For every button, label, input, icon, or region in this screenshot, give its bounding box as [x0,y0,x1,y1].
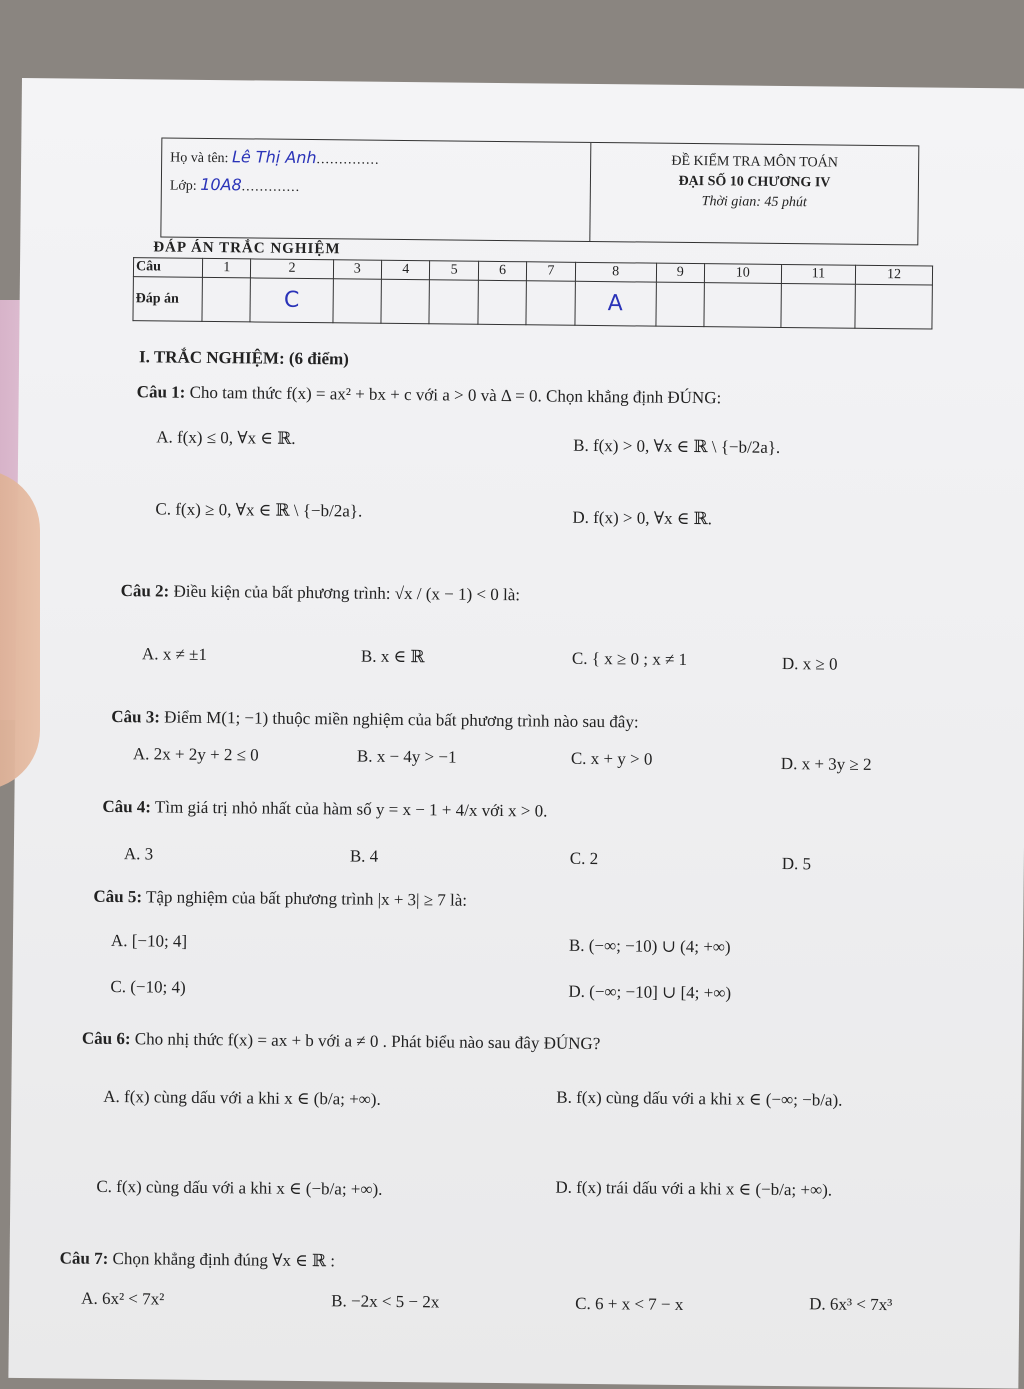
answer-value-cell[interactable] [526,281,575,326]
question-6: Câu 6: Cho nhị thức f(x) = ax + b với a ≠ 0 . Phát biểu nào sau đây ĐÚNG? [81,1028,601,1054]
answer-value-cell[interactable] [202,277,251,322]
q4-option-a: A. 3 [123,844,154,864]
q2-option-b: B. x ∈ ℝ [360,646,425,667]
student-info [161,138,591,240]
answer-number-cell: 2 [251,259,333,279]
q5-option-d: D. (−∞; −10] ∪ [4; +∞) [568,981,732,1003]
q7-option-a: A. 6x² < 7x² [81,1288,165,1309]
answer-value-cell[interactable] [429,280,478,325]
answer-number-cell: 4 [381,260,430,280]
class-value: 10A8 [200,174,242,195]
exam-info [590,143,918,244]
q4-option-c: C. 2 [569,848,599,869]
q2-option-a: A. x ≠ ±1 [141,644,208,664]
answer-label-cell: Đáp án [133,277,202,322]
q3-option-b: B. x − 4y > −1 [356,746,457,767]
exam-subtitle: ĐẠI SỐ 10 CHƯƠNG IV [678,173,831,191]
q5-option-a: A. [−10; 4] [110,930,188,951]
answer-number-cell: 9 [656,263,705,283]
question-5: Câu 5: Tập nghiệm của bất phương trình |x + 3| ≥ 7 là: [93,886,468,910]
answer-value-cell[interactable] [704,283,781,328]
q5-option-b: B. (−∞; −10) ∪ (4; +∞) [568,935,731,957]
exam-title: ĐỀ KIỂM TRA MÔN TOÁN [671,153,838,171]
question-4: Câu 4: Tìm giá trị nhỏ nhất của hàm số y = x − 1 + 4/x với x > 0. [102,796,548,821]
header-box [160,137,919,245]
q1-option-a: A. f(x) ≤ 0, ∀x ∈ ℝ. [156,427,296,448]
q6-option-d: D. f(x) trái dấu với a khi x ∈ (−b/a; +∞). [555,1177,833,1200]
question-7: Câu 7: Chọn khẳng định đúng ∀x ∈ ℝ : [59,1248,336,1271]
answer-number-cell: 11 [781,264,856,284]
answer-value-cell[interactable] [656,282,705,327]
question-label-cell: Câu [133,258,202,278]
q3-option-d: D. x + 3y ≥ 2 [780,753,872,774]
answer-number-cell: 3 [333,260,382,280]
q5-option-c: C. (−10; 4) [110,976,186,997]
q3-option-a: A. 2x + 2y + 2 ≤ 0 [132,744,259,765]
answer-number-cell: 7 [527,262,576,282]
answer-sheet-title: ĐÁP ÁN TRẮC NGHIỆM [153,239,341,258]
answer-number-cell: 12 [856,265,933,285]
answer-value-cell[interactable] [781,283,856,328]
q7-option-d: D. 6x³ < 7x³ [809,1294,893,1315]
q2-option-c: C. { x ≥ 0 ; x ≠ 1 [571,648,688,669]
finger-holding-paper [0,470,40,790]
answer-number-cell: 6 [478,261,527,281]
name-value: Lê Thị Anh [231,147,317,168]
answer-number-cell: 5 [430,261,479,281]
q3-option-c: C. x + y > 0 [570,748,653,769]
q4-option-b: B. 4 [349,846,379,866]
answer-number-cell: 10 [704,264,781,284]
answer-number-cell: 8 [575,262,656,282]
answer-number-cell: 1 [202,258,251,278]
answer-value-cell[interactable]: C [250,278,333,323]
exam-time: Thời gian: 45 phút [701,194,807,211]
question-2: Câu 2: Điều kiện của bất phương trình: √x / (x − 1) < 0 là: [120,581,521,605]
answer-value-cell[interactable] [855,284,932,329]
q7-option-b: B. −2x < 5 − 2x [331,1291,440,1312]
class-line: Lớp: 10A8............. [169,174,301,195]
name-line: Họ và tên: Lê Thị Anh.............. [170,147,380,168]
q4-option-d: D. 5 [781,854,812,874]
answer-value-cell[interactable] [478,280,527,325]
q6-option-a: A. f(x) cùng dấu với a khi x ∈ (b/a; +∞). [103,1086,381,1109]
answer-value-cell[interactable] [381,279,430,324]
answer-value-cell[interactable]: A [575,281,656,326]
question-1: Câu 1: Cho tam thức f(x) = ax² + bx + c với a > 0 và Δ = 0. Chọn khẳng định ĐÚNG: [136,382,722,408]
q2-option-d: D. x ≥ 0 [781,653,838,674]
answer-table [132,257,933,329]
question-3: Câu 3: Điểm M(1; −1) thuộc miền nghiệm của bất phương trình nào sau đây: [111,706,639,732]
q1-option-d: D. f(x) > 0, ∀x ∈ ℝ. [572,507,713,529]
q1-option-b: B. f(x) > 0, ∀x ∈ ℝ \ {−b/2a}. [573,435,781,457]
section-title: I. TRẮC NGHIỆM: (6 điểm) [138,347,350,369]
q6-option-b: B. f(x) cùng dấu với a khi x ∈ (−∞; −b/a). [556,1087,843,1110]
answer-value-row [133,277,932,329]
q7-option-c: C. 6 + x < 7 − x [575,1293,684,1314]
q6-option-c: C. f(x) cùng dấu với a khi x ∈ (−b/a; +∞). [96,1176,383,1199]
q1-option-c: C. f(x) ≥ 0, ∀x ∈ ℝ \ {−b/2a}. [155,499,363,521]
exam-paper [8,78,1024,1389]
answer-value-cell[interactable] [333,279,382,324]
